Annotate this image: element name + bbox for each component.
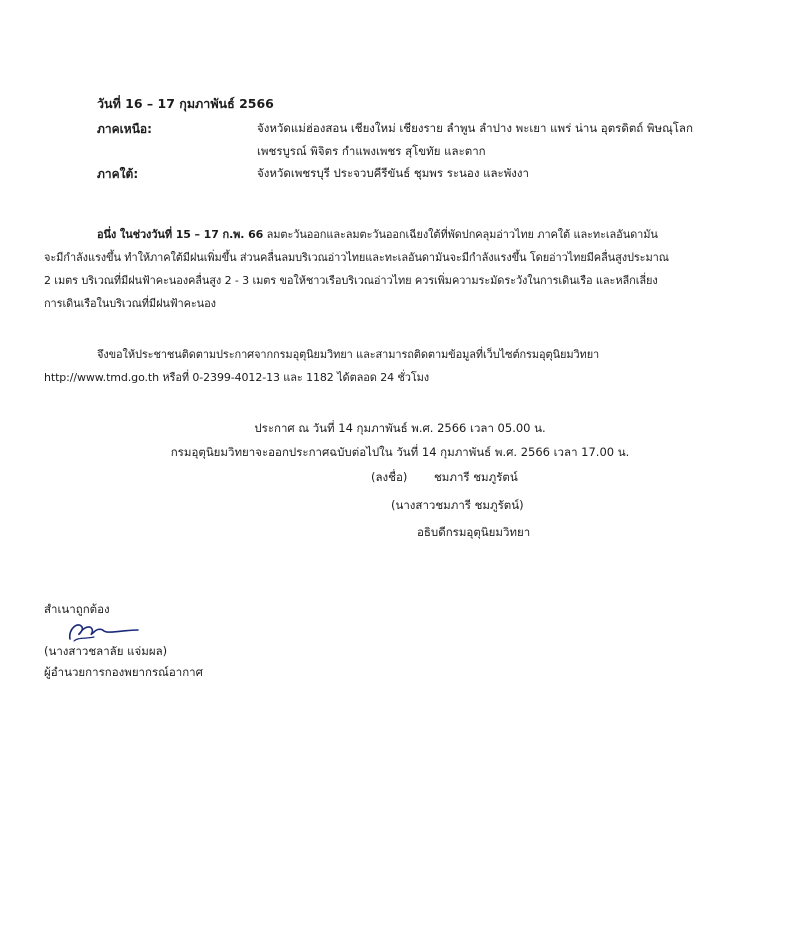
signed-name: ชมภารี ชมภูรัตน์ xyxy=(434,470,518,484)
certified-label: สำเนาถูกต้อง xyxy=(44,602,110,616)
paragraph-2-line-1: จึงขอให้ประชาชนติดตามประกาศจากกรมอุตุนิยมวิทยา และสามารถติดตามข้อมูลที่เว็บไซต์กรมอุตุนิยมวิทยา xyxy=(97,348,600,361)
certified-position: ผู้อำนวยการกองพยากรณ์อากาศ xyxy=(44,665,203,679)
paragraph-1-line-2: จะมีกำลังแรงขึ้น ทำให้ภาคใต้มีฝนเพิ่มขึ้น ส่วนคลื่นลมบริเวณอ่าวไทยและทะเลอันดามันจะมีกำลังแรงขึ้น โดยอ่าวไทยมีคลื่นสูงประมาณ xyxy=(44,251,669,264)
paragraph-1-bold-lead: อนึ่ง ในช่วงวันที่ 15 – 17 ก.พ. 66 xyxy=(97,228,264,241)
paragraph-1-line-1-rest: ลมตะวันออกและลมตะวันออกเฉียงใต้ที่พัดปกคลุมอ่าวไทย ภาคใต้ และทะเลอันดามัน xyxy=(263,228,658,241)
certified-name: (นางสาวชลาลัย แจ่มผล) xyxy=(44,644,168,658)
region-label-north: ภาคเหนือ: xyxy=(97,122,152,136)
region-label-south: ภาคใต้: xyxy=(97,167,139,181)
date-heading: วันที่ 16 – 17 กุมภาพันธ์ 2566 xyxy=(97,96,274,111)
announcement-next: กรมอุตุนิยมวิทยาจะออกประกาศฉบับต่อไปใน วันที่ 14 กุมภาพันธ์ พ.ศ. 2566 เวลา 17.00 น. xyxy=(170,445,630,459)
region-south-line-1: จังหวัดเพชรบุรี ประจวบคีรีขันธ์ ชุมพร ระนอง และพังงา xyxy=(257,166,529,180)
signatory-position: อธิบดีกรมอุตุนิยมวิทยา xyxy=(417,525,531,539)
paragraph-2-line-2: http://www.tmd.go.th หรือที่ 0-2399-4012-13 และ 1182 ได้ตลอด 24 ชั่วโมง xyxy=(44,371,430,384)
paragraph-1-line-1 xyxy=(44,225,658,243)
region-north-line-1: จังหวัดแม่ฮ่องสอน เชียงใหม่ เชียงราย ลำพูน ลำปาง พะเยา แพร่ น่าน อุตรดิตถ์ พิษณุโลก xyxy=(257,121,693,135)
paragraph-1-line-4: การเดินเรือในบริเวณที่มีฝนฟ้าคะนอง xyxy=(44,297,216,310)
paragraph-1-line-3: 2 เมตร บริเวณที่มีฝนฟ้าคะนองคลื่นสูง 2 - 3 เมตร ขอให้ชาวเรือบริเวณอ่าวไทย ควรเพิ่มความระมัดระวังในการเดินเรือ และหลีกเลี่ยง xyxy=(44,274,658,287)
signed-label: (ลงชื่อ) xyxy=(371,470,408,484)
announcement-issued: ประกาศ ณ วันที่ 14 กุมภาพันธ์ พ.ศ. 2566 เวลา 05.00 น. xyxy=(254,421,546,435)
region-north-line-2: เพชรบูรณ์ พิจิตร กำแพงเพชร สุโขทัย และตาก xyxy=(257,144,486,158)
signatory-full-name: (นางสาวชมภารี ชมภูรัตน์) xyxy=(391,498,524,512)
